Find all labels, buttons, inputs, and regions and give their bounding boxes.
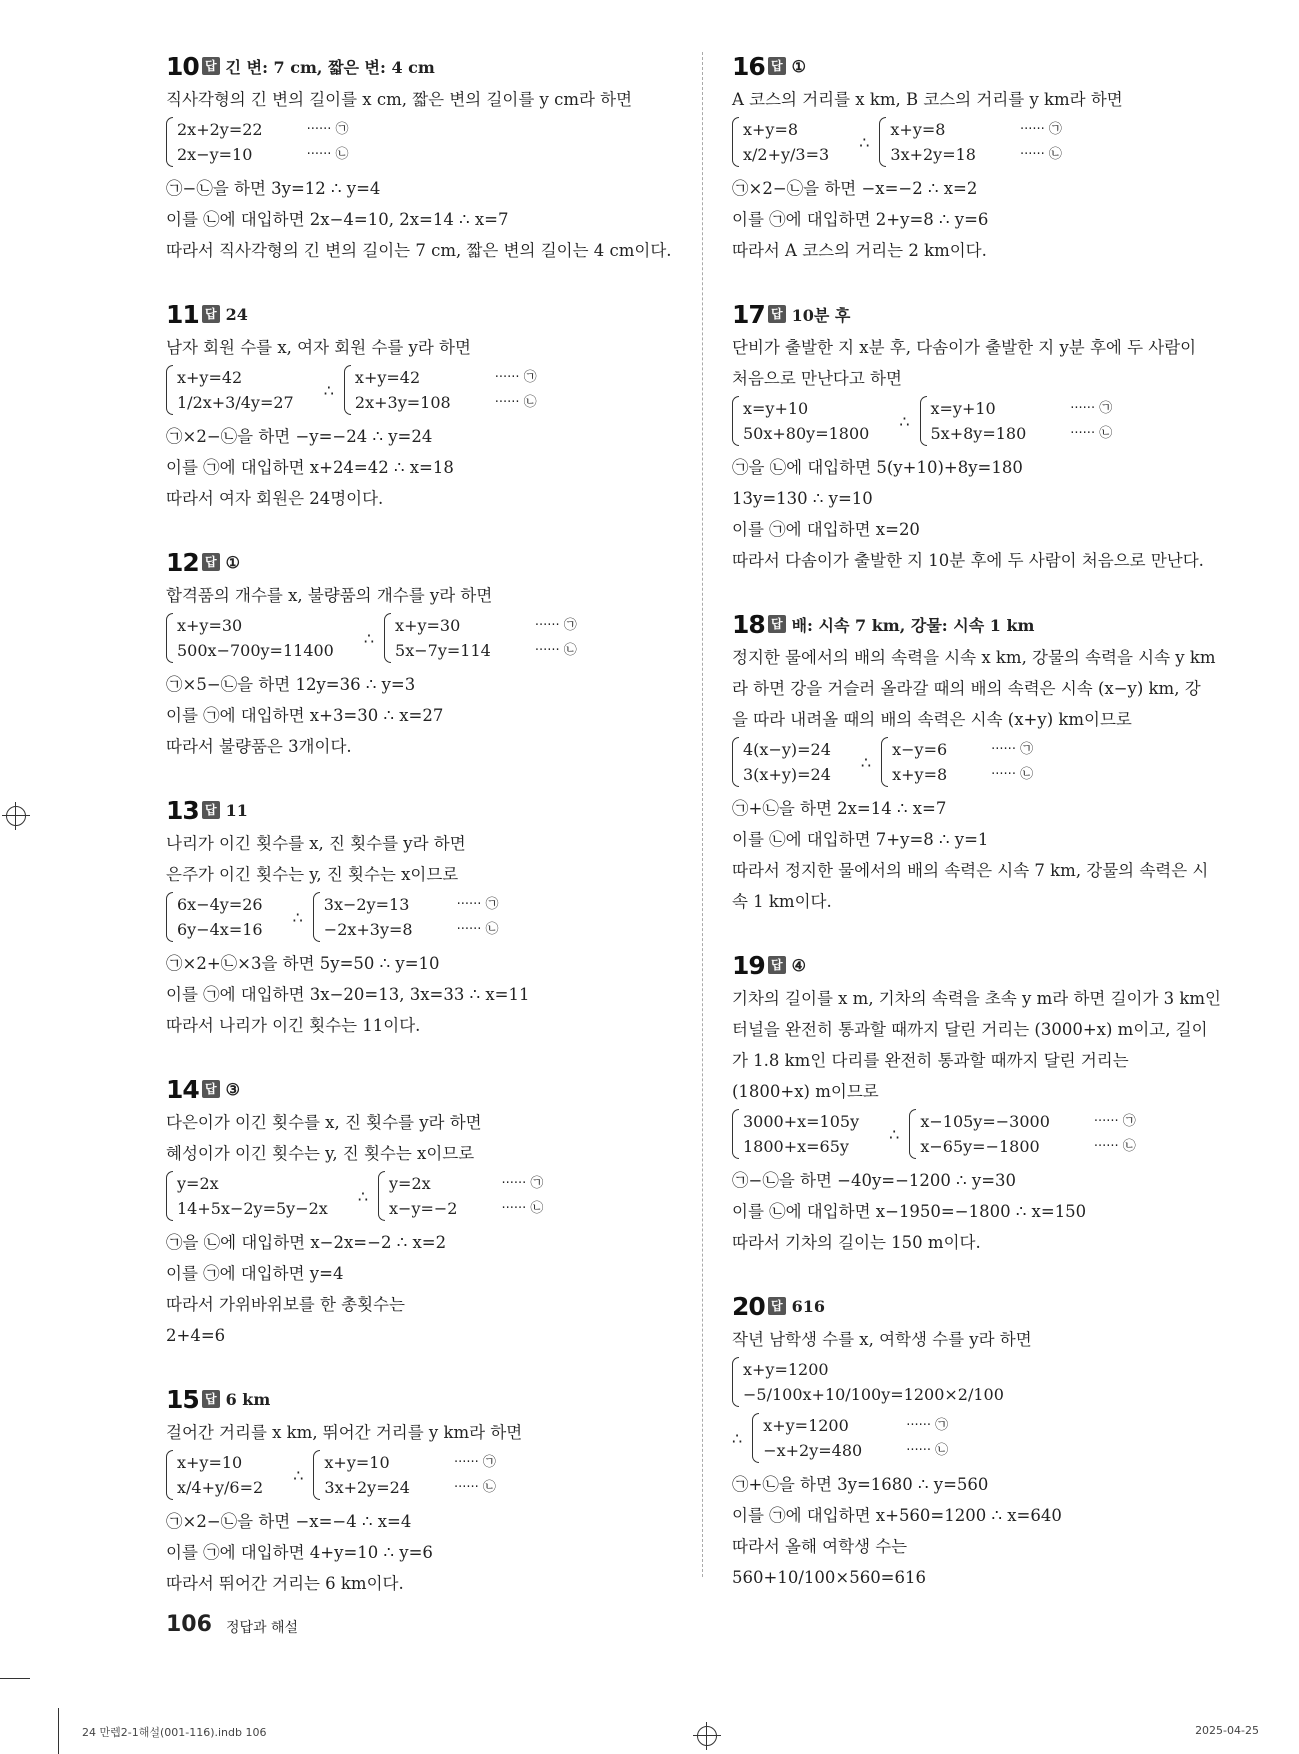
text-line: 13y=130 ∴ y=10 [732, 489, 873, 508]
problem-20 [732, 1290, 1267, 1593]
answer-badge: 답 [202, 553, 220, 571]
equation-system [166, 365, 294, 415]
problem-10 [166, 50, 701, 266]
equation: y=2x [177, 1174, 219, 1193]
brace-icon [166, 365, 173, 415]
equation: 2x+2y=22 [177, 120, 263, 139]
problem-number: 16 [732, 51, 765, 81]
equation-tag: ······ ㉠ [453, 1455, 496, 1470]
text-line: 따라서 A 코스의 거리는 2 km이다. [732, 241, 987, 260]
equation-tag: ······ ㉡ [1019, 147, 1062, 162]
equation: x+y=8 [892, 765, 948, 784]
equation-system [166, 892, 263, 942]
problem-header [166, 1073, 701, 1105]
equation-system [732, 1357, 1004, 1407]
equation-list [931, 396, 1027, 446]
equation-tag: ······ ㉠ [1093, 1114, 1136, 1129]
text-line: ㉠×2−㉡을 하면 −x=−4 ∴ x=4 [166, 1512, 412, 1531]
text-line: 기차의 길이를 x m, 기차의 속력을 초속 y m라 하면 길이가 3 km인 [732, 989, 1221, 1008]
text-line: 이를 ㉠에 대입하면 x+24=42 ∴ x=18 [166, 458, 454, 477]
problem-header [732, 608, 1267, 640]
text-line: 이를 ㉠에 대입하면 x+3=30 ∴ x=27 [166, 706, 444, 725]
therefore-symbol: ∴ [732, 1428, 743, 1448]
equation-tag: ······ ㉠ [456, 897, 499, 912]
column-divider [702, 52, 703, 1577]
equation-list [763, 1413, 862, 1463]
problem-17 [732, 298, 1267, 576]
problem-number: 10 [166, 51, 199, 81]
equation-tag: ······ ㉡ [456, 922, 499, 937]
equation: x+y=42 [177, 368, 243, 387]
equation-tag: ······ ㉡ [906, 1443, 949, 1458]
text-line: 이를 ㉡에 대입하면 x−1950=−1800 ∴ x=150 [732, 1202, 1087, 1221]
brace-icon [909, 1109, 916, 1159]
text-line: 다은이가 이긴 횟수를 x, 진 횟수를 y라 하면 [166, 1113, 482, 1132]
problem-16 [732, 50, 1267, 266]
equation: 3000+x=105y [743, 1112, 860, 1131]
answer-badge: 답 [768, 615, 786, 633]
page-label: 정답과 해설 [226, 1620, 299, 1636]
equation-system [313, 892, 413, 942]
therefore-symbol: ∴ [357, 1186, 369, 1206]
therefore-symbol: ∴ [860, 752, 872, 772]
text-line: 터널을 완전히 통과할 때까지 달린 거리는 (3000+x) m이고, 길이 [732, 1020, 1208, 1039]
equation: x+y=8 [743, 120, 799, 139]
equation-list [890, 117, 976, 167]
equation: 1/2x+3/4y=27 [177, 393, 294, 412]
equation: 2x−y=10 [177, 145, 253, 164]
problem-number: 14 [166, 1074, 199, 1104]
equation-list [177, 892, 263, 942]
equation-system [879, 117, 976, 167]
system-row [732, 117, 1267, 167]
text-line: 라 하면 강을 거슬러 올라갈 때의 배의 속력은 시속 (x−y) km, 강 [732, 679, 1201, 698]
text-line: 직사각형의 긴 변의 길이를 x cm, 짧은 변의 길이를 y cm라 하면 [166, 90, 633, 109]
answer-badge: 답 [202, 1390, 220, 1408]
text-line: 나리가 이긴 횟수를 x, 진 횟수를 y라 하면 [166, 834, 466, 853]
equation: x+y=42 [354, 368, 421, 387]
registration-mark-icon [6, 806, 26, 826]
text-line: ㉠−㉡을 하면 −40y=−1200 ∴ y=30 [732, 1171, 1017, 1190]
equation-tags [307, 117, 349, 167]
brace-icon [166, 892, 173, 942]
equation: 5x+8y=180 [930, 424, 1027, 443]
problem-15 [166, 1383, 701, 1599]
problem-header [732, 1290, 1267, 1322]
text-line: ㉠+㉡을 하면 2x=14 ∴ x=7 [732, 799, 947, 818]
equation-tags [1020, 117, 1062, 167]
equation-tag: ······ ㉠ [501, 1176, 544, 1191]
equation-system [166, 613, 334, 663]
brace-icon [166, 1171, 173, 1221]
equation: 3x−2y=13 [323, 895, 410, 914]
brace-icon [732, 1109, 739, 1159]
text-line: 합격품의 개수를 x, 불량품의 개수를 y라 하면 [166, 586, 493, 605]
equation: −2x+3y=8 [323, 920, 413, 939]
system-row [166, 365, 701, 415]
equation: 2x+3y=108 [354, 393, 451, 412]
text-line: ㉠을 ㉡에 대입하면 5(y+10)+8y=180 [732, 458, 1023, 477]
system-row [166, 1171, 701, 1221]
text-line: 560+10/100×560=616 [732, 1568, 927, 1587]
equation-tags [501, 1171, 543, 1221]
equation-system [313, 1450, 410, 1500]
equation-tags [454, 1450, 496, 1500]
equation-system [166, 1450, 263, 1500]
equation-list [743, 737, 831, 787]
equation: 6y−4x=16 [177, 920, 263, 939]
equation: x−y=6 [892, 740, 948, 759]
text-line: ㉠을 ㉡에 대입하면 x−2x=−2 ∴ x=2 [166, 1233, 447, 1252]
equation-list [177, 613, 334, 663]
system-row [732, 396, 1267, 446]
system-row [166, 117, 701, 167]
answer-text: 24 [225, 304, 248, 324]
equation: x−y=−2 [389, 1199, 458, 1218]
print-file-slug: 24 만렙2-1해설(001-116).indb 106 [82, 1726, 267, 1739]
answer-badge: 답 [768, 57, 786, 75]
equation: x+y=30 [177, 616, 243, 635]
equation: x+y=10 [177, 1453, 243, 1472]
equation-list [743, 117, 829, 167]
problem-header [166, 794, 701, 826]
equation-system [881, 737, 947, 787]
problem-number: 15 [166, 1384, 199, 1414]
print-date: 2025-04-25 [1195, 1724, 1259, 1737]
equation-system [166, 1171, 328, 1221]
equation: x−105y=−3000 [920, 1112, 1050, 1131]
brace-icon [313, 892, 320, 942]
answer-text: 11 [225, 800, 248, 820]
text-line: 이를 ㉠에 대입하면 x=20 [732, 520, 920, 539]
text-line: 따라서 다솜이가 출발한 지 10분 후에 두 사람이 처음으로 만난다. [732, 551, 1204, 570]
brace-icon [732, 1357, 739, 1407]
text-line: 이를 ㉠에 대입하면 2+y=8 ∴ y=6 [732, 210, 989, 229]
text-line: 처음으로 만난다고 하면 [732, 369, 902, 388]
equation-tags [1070, 396, 1112, 446]
equation-system [752, 1413, 862, 1463]
brace-icon [920, 396, 927, 446]
equation: x+y=30 [395, 616, 461, 635]
therefore-symbol: ∴ [292, 907, 303, 927]
problem-header [732, 949, 1267, 981]
text-line: 걸어간 거리를 x km, 뛰어간 거리를 y km라 하면 [166, 1423, 523, 1442]
system-row [732, 1109, 1267, 1159]
problem-11 [166, 298, 701, 514]
answer-badge: 답 [768, 305, 786, 323]
equation-tags [991, 737, 1033, 787]
text-line: 따라서 불량품은 3개이다. [166, 737, 352, 756]
system-row [732, 737, 1267, 787]
answer-text: 616 [791, 1296, 825, 1316]
text-line: A 코스의 거리를 x km, B 코스의 거리를 y km라 하면 [732, 90, 1123, 109]
problem-number: 13 [166, 795, 199, 825]
brace-icon [313, 1450, 320, 1500]
equation-system [384, 613, 491, 663]
equation-tag: ······ ㉠ [1019, 122, 1062, 137]
equation-system [732, 737, 831, 787]
right-column [732, 50, 1267, 1625]
text-line: 따라서 직사각형의 긴 변의 길이는 7 cm, 짧은 변의 길이는 4 cm이다. [166, 241, 672, 260]
text-line: 은주가 이긴 횟수는 y, 진 횟수는 x이므로 [166, 865, 459, 884]
equation-tags [535, 613, 577, 663]
brace-icon [166, 1450, 173, 1500]
equation: 50x+80y=1800 [743, 424, 870, 443]
registration-mark-icon [697, 1726, 717, 1746]
brace-icon [166, 117, 173, 167]
equation: x+y=10 [324, 1453, 390, 1472]
problem-number: 19 [732, 950, 765, 980]
therefore-symbol: ∴ [889, 1124, 900, 1144]
brace-icon [166, 613, 173, 663]
equation-tags [495, 365, 537, 415]
answer-text: ① [791, 56, 806, 76]
equation-tag: ······ ㉡ [494, 395, 537, 410]
problem-13 [166, 794, 701, 1041]
answer-text: 6 km [225, 1389, 271, 1409]
text-line: 혜성이가 이긴 횟수는 y, 진 횟수는 x이므로 [166, 1144, 475, 1163]
problem-19 [732, 949, 1267, 1258]
answer-text: ③ [225, 1079, 240, 1099]
equation: 5x−7y=114 [395, 641, 491, 660]
crop-mark [0, 1678, 30, 1679]
equation-system [732, 1109, 859, 1159]
text-line: 이를 ㉠에 대입하면 4+y=10 ∴ y=6 [166, 1543, 433, 1562]
brace-icon [732, 396, 739, 446]
problem-number: 11 [166, 299, 199, 329]
answer-badge: 답 [202, 57, 220, 75]
text-line: 가 1.8 km인 다리를 완전히 통과할 때까지 달린 거리는 [732, 1051, 1129, 1070]
problem-header [732, 50, 1267, 82]
equation-tag: ······ ㉡ [306, 147, 349, 162]
equation: 4(x−y)=24 [743, 740, 831, 759]
text-line: 이를 ㉡에 대입하면 2x−4=10, 2x=14 ∴ x=7 [166, 210, 509, 229]
crop-mark [58, 1708, 59, 1754]
text-line: 따라서 기차의 길이는 150 m이다. [732, 1233, 981, 1252]
equation-list [177, 1450, 263, 1500]
system-row [166, 892, 701, 942]
equation-list [177, 365, 294, 415]
therefore-symbol: ∴ [859, 132, 870, 152]
equation-tag: ······ ㉠ [534, 618, 577, 633]
equation: x=y+10 [930, 399, 996, 418]
equation-tag: ······ ㉠ [306, 122, 349, 137]
equation-system [166, 117, 263, 167]
problem-number: 18 [732, 609, 765, 639]
text-line: 따라서 여자 회원은 24명이다. [166, 489, 384, 508]
brace-icon [378, 1171, 385, 1221]
answer-badge: 답 [768, 956, 786, 974]
equation-tags [906, 1413, 948, 1463]
equation: x/2+y/3=3 [743, 145, 830, 164]
answer-text: 긴 변: 7 cm, 짧은 변: 4 cm [225, 57, 435, 77]
problem-12 [166, 546, 701, 762]
equation: 500x−700y=11400 [177, 641, 334, 660]
equation: −x+2y=480 [763, 1441, 863, 1460]
problem-header [166, 546, 701, 578]
equation-tag: ······ ㉠ [1070, 401, 1113, 416]
equation-system [732, 117, 829, 167]
page-number: 106 [166, 1612, 212, 1637]
equation-list [389, 1171, 457, 1221]
text-line: 따라서 가위바위보를 한 총횟수는 [166, 1295, 405, 1314]
equation-system [344, 365, 451, 415]
brace-icon [752, 1413, 759, 1463]
system-row [166, 613, 701, 663]
equation-system [378, 1171, 457, 1221]
text-line: 속 1 km이다. [732, 892, 832, 911]
equation-list [177, 1171, 328, 1221]
answer-text: 10분 후 [791, 305, 851, 325]
text-line: ㉠×2+㉡×3을 하면 5y=50 ∴ y=10 [166, 954, 440, 973]
text-line: ㉠+㉡을 하면 3y=1680 ∴ y=560 [732, 1475, 989, 1494]
equation-system [909, 1109, 1050, 1159]
equation-tags [1094, 1109, 1136, 1159]
answer-badge: 답 [202, 1080, 220, 1098]
equation-list [324, 892, 413, 942]
equation-list [743, 1357, 1004, 1407]
equation-list [324, 1450, 410, 1500]
equation-list [743, 396, 869, 446]
text-line: 따라서 올해 여학생 수는 [732, 1537, 908, 1556]
equation: x=y+10 [743, 399, 809, 418]
equation-list [892, 737, 947, 787]
answer-badge: 답 [202, 801, 220, 819]
answer-text: ① [225, 552, 240, 572]
text-line: 단비가 출발한 지 x분 후, 다솜이가 출발한 지 y분 후에 두 사람이 [732, 338, 1197, 357]
equation-list [920, 1109, 1050, 1159]
equation: x−65y=−1800 [920, 1137, 1040, 1156]
equation: x+y=8 [890, 120, 946, 139]
text-line: 따라서 정지한 물에서의 배의 속력은 시속 7 km, 강물의 속력은 시 [732, 861, 1209, 880]
text-line: 2+4=6 [166, 1326, 226, 1345]
brace-icon [732, 737, 739, 787]
text-line: ㉠−㉡을 하면 3y=12 ∴ y=4 [166, 179, 381, 198]
equation-tag: ······ ㉠ [494, 370, 537, 385]
problem-number: 17 [732, 299, 765, 329]
equation: x+y=1200 [743, 1360, 829, 1379]
equation: x+y=1200 [763, 1416, 849, 1435]
text-line: 따라서 뛰어간 거리는 6 km이다. [166, 1574, 404, 1593]
equation-tag: ······ ㉡ [991, 767, 1034, 782]
equation: x/4+y/6=2 [177, 1478, 264, 1497]
text-line: ㉠×5−㉡을 하면 12y=36 ∴ y=3 [166, 675, 416, 694]
answer-text: ④ [791, 955, 806, 975]
equation: y=2x [389, 1174, 431, 1193]
equation: 14+5x−2y=5y−2x [177, 1199, 328, 1218]
therefore-symbol: ∴ [323, 380, 334, 400]
equation: 3x+2y=24 [324, 1478, 410, 1497]
equation-tags [457, 892, 499, 942]
problem-header [166, 298, 701, 330]
answer-badge: 답 [768, 1297, 786, 1315]
text-line: (1800+x) m이므로 [732, 1082, 879, 1101]
problem-header [732, 298, 1267, 330]
therefore-symbol: ∴ [899, 411, 910, 431]
brace-icon [732, 117, 739, 167]
left-column [166, 50, 701, 1631]
text-line: ㉠×2−㉡을 하면 −y=−24 ∴ y=24 [166, 427, 433, 446]
equation: 1800+x=65y [743, 1137, 849, 1156]
equation-list [743, 1109, 859, 1159]
equation-list [177, 117, 263, 167]
problem-header [166, 50, 701, 82]
system-row [732, 1357, 1267, 1407]
problem-18 [732, 608, 1267, 917]
text-line: 이를 ㉠에 대입하면 x+560=1200 ∴ x=640 [732, 1506, 1062, 1525]
equation-tag: ······ ㉠ [906, 1418, 949, 1433]
equation: 3x+2y=18 [890, 145, 976, 164]
brace-icon [881, 737, 888, 787]
text-line: ㉠×2−㉡을 하면 −x=−2 ∴ x=2 [732, 179, 978, 198]
brace-icon [344, 365, 351, 415]
text-line: 남자 회원 수를 x, 여자 회원 수를 y라 하면 [166, 338, 471, 357]
equation-tag: ······ ㉡ [501, 1201, 544, 1216]
problem-14 [166, 1073, 701, 1351]
text-line: 따라서 나리가 이긴 횟수는 11이다. [166, 1016, 421, 1035]
system-row [732, 1413, 1267, 1463]
equation-list [355, 365, 451, 415]
equation-system [920, 396, 1027, 446]
equation: −5/100x+10/100y=1200×2/100 [743, 1385, 1004, 1404]
problem-number: 20 [732, 1291, 765, 1321]
brace-icon [384, 613, 391, 663]
text-line: 작년 남학생 수를 x, 여학생 수를 y라 하면 [732, 1330, 1032, 1349]
text-line: 이를 ㉡에 대입하면 7+y=8 ∴ y=1 [732, 830, 989, 849]
answer-badge: 답 [202, 305, 220, 323]
equation-list [395, 613, 491, 663]
equation-tag: ······ ㉡ [453, 1480, 496, 1495]
equation-tag: ······ ㉡ [534, 643, 577, 658]
equation-tag: ······ ㉠ [991, 742, 1034, 757]
brace-icon [879, 117, 886, 167]
equation: 3(x+y)=24 [743, 765, 831, 784]
problem-header [166, 1383, 701, 1415]
text-line: 이를 ㉠에 대입하면 y=4 [166, 1264, 344, 1283]
equation-tag: ······ ㉡ [1093, 1139, 1136, 1154]
therefore-symbol: ∴ [363, 628, 375, 648]
answer-text: 배: 시속 7 km, 강물: 시속 1 km [791, 615, 1035, 635]
text-line: 이를 ㉠에 대입하면 3x−20=13, 3x=33 ∴ x=11 [166, 985, 530, 1004]
therefore-symbol: ∴ [293, 1465, 304, 1485]
equation-system [732, 396, 869, 446]
text-line: 을 따라 내려올 때의 배의 속력은 시속 (x+y) km이므로 [732, 710, 1132, 729]
equation-tag: ······ ㉡ [1070, 426, 1113, 441]
equation: 6x−4y=26 [177, 895, 263, 914]
text-line: 정지한 물에서의 배의 속력을 시속 x km, 강물의 속력을 시속 y km [732, 648, 1216, 667]
problem-number: 12 [166, 547, 199, 577]
system-row [166, 1450, 701, 1500]
